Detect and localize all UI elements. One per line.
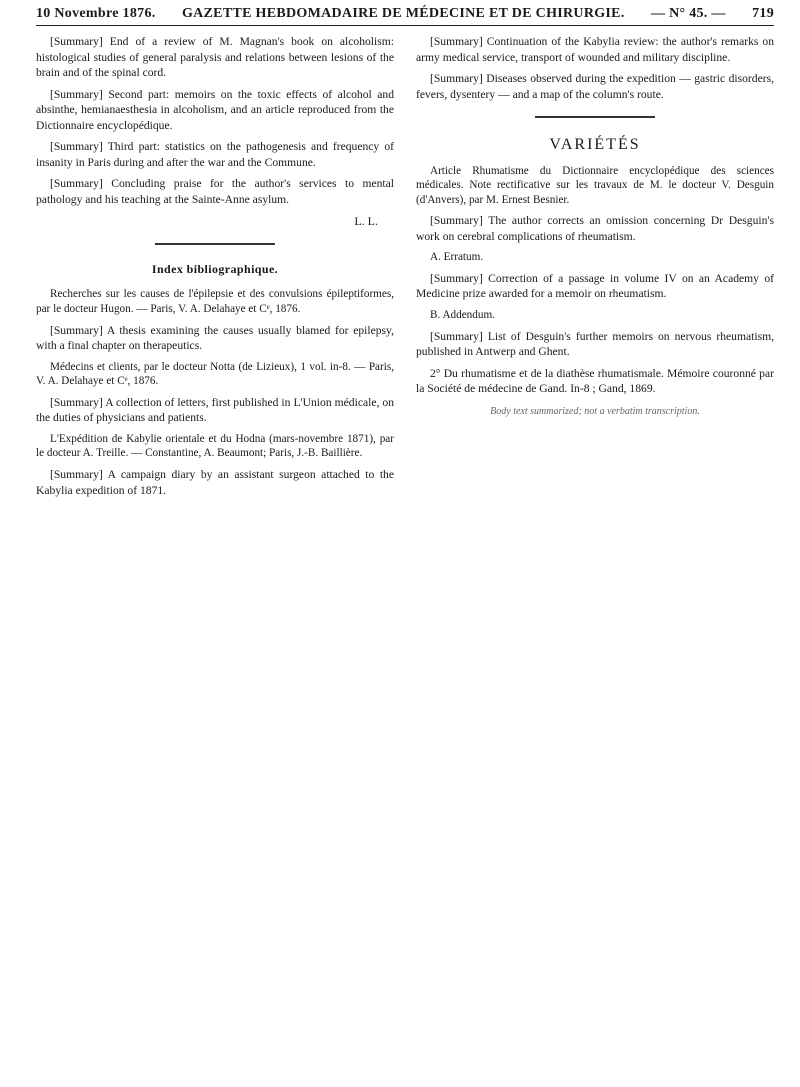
review-paragraph-2: [Summary] Second part: memoirs on the toxic effects of alcohol and absinthe, hemianaesthesia in alcoholism, and an article reproduced from the Dictionnaire encyclopédique. [36,87,394,132]
page-number: 719 [752,6,774,21]
addendum-body: [Summary] List of Desguin's further memoirs on nervous rheumatism, published in Antwerp and Ghent. [416,329,774,359]
bib-entry-2-heading: Médecins et clients, par le docteur Notta (de Lizieux), 1 vol. in-8. — Paris, V. A. Delahaye et Cᵉ, 1876. [36,360,394,388]
summary-note: Body text summarized; not a verbatim transcription. [490,405,700,417]
section-rule [155,243,275,245]
bib-entry-3-body: [Summary] A campaign diary by an assistant surgeon attached to the Kabylia expedition of 1871. [36,467,394,497]
review-paragraph-3: [Summary] Third part: statistics on the pathogenesis and frequency of insanity in Paris during and after the war and the Commune. [36,140,394,169]
review-paragraph-4: [Summary] Concluding praise for the author's services to mental pathology and his teaching at the Sainte-Anne asylum. [36,177,394,206]
bib-entry-1-heading: Recherches sur les causes de l'épilepsie et des convulsions épileptiformes, par le docteur Hugon. — Paris, V. A. Delahaye et Cᵉ, 1876. [36,288,394,316]
review-signature: L. L. [354,214,378,229]
section-rule-right [535,116,655,118]
review-paragraph-1: [Summary] End of a review of M. Magnan's book on alcoholism: histological studies of general paralysis and relations between lesions of the brain and of the spinal cord. [36,35,394,80]
erratum-body: [Summary] Correction of a passage in volume IV on an Academy of Medicine prize awarded for a memoir on rheumatism. [416,271,774,301]
left-column [36,34,394,504]
index-title: Index bibliographique. [151,262,279,277]
bib-entry-3-heading: L'Expédition de Kabylie orientale et du Hodna (mars-novembre 1871), par le docteur A. Treille. — Constantine, A. Beaumont; Paris, J.-B. Baillière. [36,432,394,460]
erratum-heading: A. Erratum. [430,251,484,264]
varietes-heading: Article Rhumatisme du Dictionnaire encyclopédique des sciences médicales. Note rectificative sur les travaux de M. le docteur V. Desguin (d'Anvers), par M. Ernest Besnier. [416,164,774,206]
right-column [416,34,774,504]
kabylie-paragraph-1: [Summary] Continuation of the Kabylia review: the author's remarks on army medical service, transport of wounded and military discipline. [416,35,774,64]
journal-title: GAZETTE HEBDOMADAIRE DE MÉDECINE ET DE CHIRURGIE. [181,6,625,21]
two-column-body [36,34,774,504]
kabylie-paragraph-2: [Summary] Diseases observed during the expedition — gastric disorders, fevers, dysentery — and a map of the column's route. [416,72,774,101]
bib-entry-1-body: [Summary] A thesis examining the causes usually blamed for epilepsy, with a final chapter on therapeutics. [36,323,394,353]
issue-date: 10 Novembre 1876. [36,6,156,21]
addendum-heading: B. Addendum. [430,308,495,321]
addendum-item-2: 2° Du rhumatisme et de la diathèse rhumatismale. Mémoire couronné par la Société de médecine de Gand. In-8 ; Gand, 1869. [416,366,774,396]
varietes-paragraph-1: [Summary] The author corrects an omission concerning Dr Desguin's work on cerebral complications of rheumatism. [416,214,774,243]
masthead [36,6,774,26]
varietes-title: VARIÉTÉS [549,136,641,154]
bib-entry-2-body: [Summary] A collection of letters, first published in L'Union médicale, on the duties of physicians and patients. [36,395,394,425]
issue-number: — N° 45. — [651,6,726,21]
